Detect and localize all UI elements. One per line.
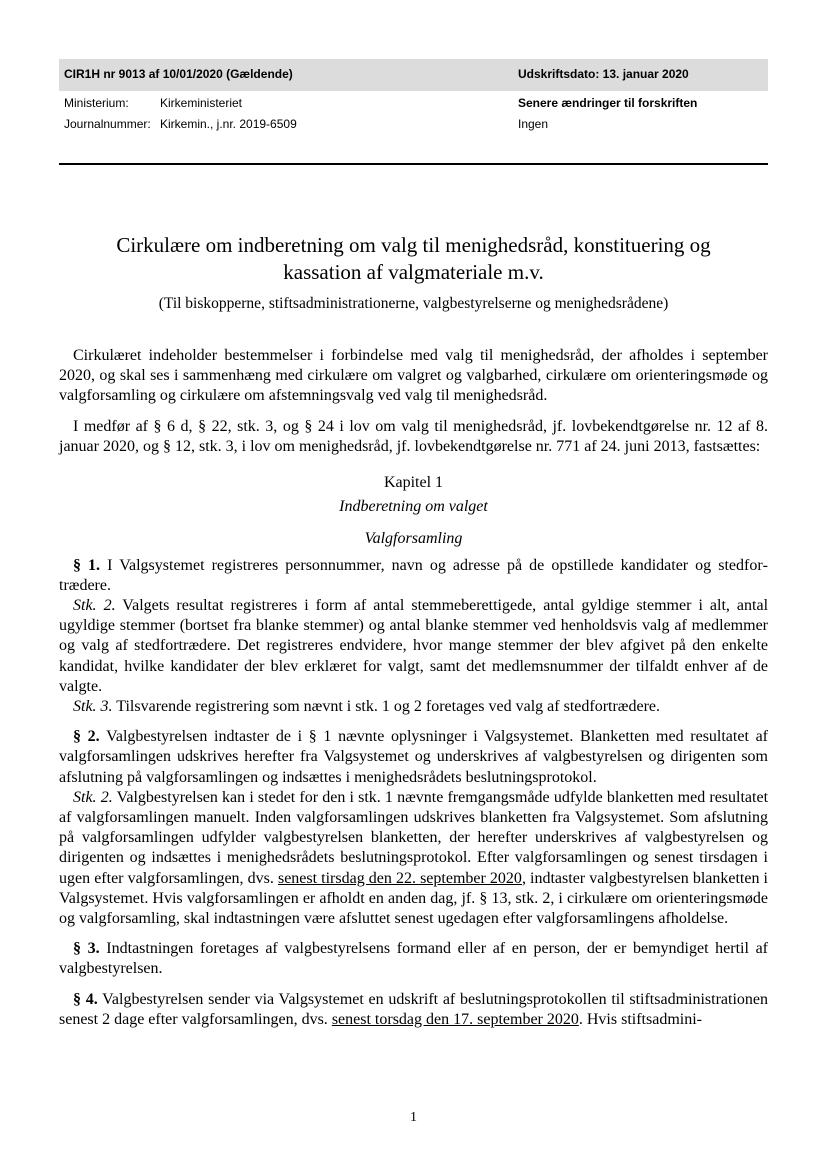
stk-label: Stk. 2. [73, 788, 113, 806]
paragraph-number: § 2. [73, 728, 100, 746]
legal-basis-paragraph: I medfør af § 6 d, § 22, stk. 3, og § 24 i lov om valg til menighedsråd, jf. lovbekendtgørelse nr. 12 af 8. januar 2020, og § 12, stk. 3, i lov om menighedsråd, jf. lovbekendtgørelse nr. 771 af 24. juni 2013, fastsættes: [59, 417, 768, 455]
paragraph-text: , indtaster valgbestyrelsen blanketten i Valgsystemet. Hvis valgforsamlingen er afholdt en anden dag, jf. § 13, stk. 2, i cirkulære om orienteringsmøde og valgforsamling, skal indtastningen være afsluttet senest ugedagen efter valgforsamlingens afholdelse. [59, 869, 769, 928]
chapter-subheading: Indberetning om valget [339, 498, 488, 516]
header-divider [59, 163, 768, 165]
journal-label: Journalnummer: [64, 117, 151, 131]
later-changes-label: Senere ændringer til forskriften [518, 96, 698, 110]
stk-label: Stk. 2. [73, 597, 116, 615]
paragraph-4 [59, 990, 768, 1030]
paragraph-2 [59, 727, 768, 788]
deadline-tuesday: senest tirsdag den 22. september 2020 [277, 869, 522, 887]
stk-label: Stk. 3. [73, 698, 113, 716]
deadline-thursday: senest torsdag den 17. september 2020 [331, 1010, 579, 1028]
section-heading: Valgforsamling [364, 530, 463, 548]
paragraph-number: § 1. [73, 556, 101, 574]
paragraph-number: § 4. [73, 990, 98, 1008]
paragraph-text: Valgbestyrelsen indtaster de i § 1 nævnte oplysninger i Valgsystemet. Blanketten med resultatet af valgforsamlingen udskrives herefter fra Valgsystemet og underskrives af valgbestyrelsen og dirigenten som afslutning på valgforsamlingen og indsættes i menighedsrådets beslutningsprotokol. [59, 728, 769, 786]
title-line-1: Cirkulære om indberetning om valg til menighedsråd, konstituering og [116, 233, 711, 257]
paragraph-text: Valgbestyrelsen sender via Valgsystemet en udskrift af beslutningsprotokollen til stiftsadministrationen senest 2 dage efter valgforsamlingen, dvs. [59, 990, 769, 1028]
ministry-label: Ministerium: [64, 96, 129, 110]
paragraph-text: Indtastningen foretages af valgbestyrelsens formand eller af en person, der er bemyndiget hertil af valgbestyrelsen. [59, 940, 769, 978]
document-title [59, 232, 768, 286]
print-date: Udskriftsdato: 13. januar 2020 [518, 67, 689, 81]
paragraph-1 [59, 556, 768, 596]
paragraph-text: Valgbestyrelsen kan i stedet for den i stk. 1 nævnte fremgangsmåde udfylde blanketten med resultatet af valgforsamlingen manuelt. Inden valgforsamlingen udskrives blanketten fra Valgsystemet. Som afslutning på valgforsamlingen udfylder valgbestyrelsen blanketten, der herefter underskrives af valgbestyrelsen og dirigenten og indsættes i menighedsrådets beslutningsprotokol. Efter valgforsamlingen og senest tirsdagen i ugen efter valgforsamlingen, dvs. [59, 788, 769, 887]
paragraph-text: . Hvis stiftsadmini- [578, 1010, 702, 1028]
document-subtitle: (Til biskopperne, stiftsadministrationerne, valgbestyrelserne og menighedsrådene) [158, 295, 669, 312]
paragraph-text: I Valgsystemet registreres personnummer, navn og adresse på de opstillede kandidater og stedfortrædere. [59, 556, 768, 594]
chapter-heading: Kapitel 1 [383, 474, 444, 492]
paragraph-text: Valgets resultat registreres i form af antal stemmeberettigede, antal gyldige stemmer i alt, antal ugyldige stemmer (bortset fra blanke stemmer) og antal blanke stemmer ved henholdsvis valg af medlemmer og valg af stedfortrædere. Det registreres endvidere, hvor mange stemmer der blev afgivet på den enkelte kandidat, hvilke kandidater der blev erklæret for valgt, samt det medlemsnummer der tilfaldt enhver af de valgte. [59, 597, 769, 695]
paragraph-number: § 3. [73, 940, 100, 958]
title-line-2: kassation af valgmateriale m.v. [283, 260, 544, 284]
ministry-value: Kirkeministeriet [160, 96, 243, 110]
paragraph-text: Tilsvarende registrering som nævnt i stk. 1 og 2 foretages ved valg af stedfortrædere. [112, 698, 660, 716]
page-number: 1 [410, 1110, 417, 1125]
paragraph-3 [59, 939, 768, 979]
paragraph-2-stk-2 [59, 788, 768, 929]
later-changes-value: Ingen [518, 117, 549, 131]
intro-paragraph: Cirkulæret indeholder bestemmelser i forbindelse med valg til menighedsråd, der afholdes i september 2020, og skal ses i sammenhæng med cirkulære om valgret og valgbarhed, cirkulære om orienteringsmøde og valgforsamling og cirkulære om afstemningsvalg ved valg til menighedsråd. [59, 347, 768, 405]
document-body [59, 346, 768, 1030]
journal-value: Kirkemin., j.nr. 2019-6509 [160, 117, 297, 131]
paragraph-1-stk-3 [59, 697, 768, 717]
document-id: CIR1H nr 9013 af 10/01/2020 (Gældende) [64, 67, 293, 81]
paragraph-1-stk-2 [59, 596, 768, 697]
